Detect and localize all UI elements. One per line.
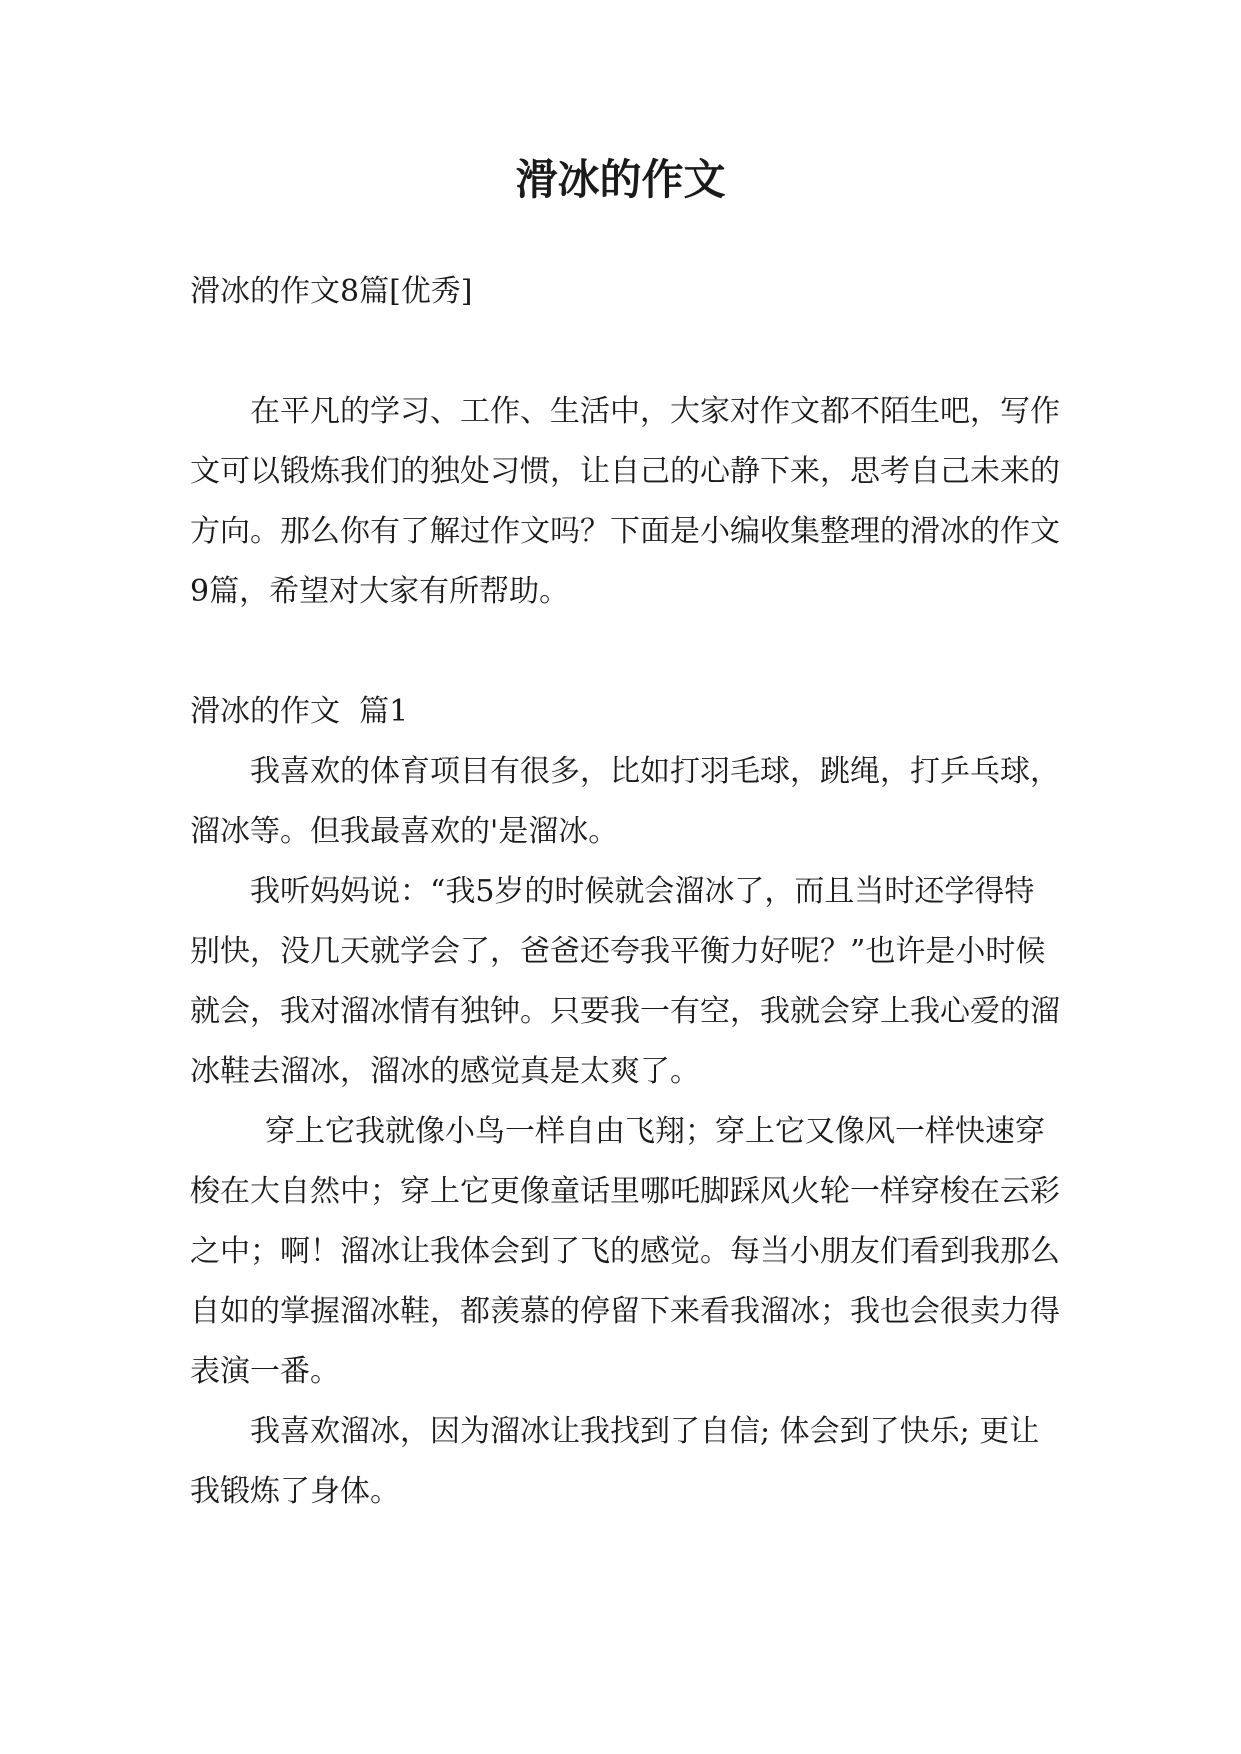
spacer [190,322,1060,382]
body-paragraph: 我喜欢溜冰，因为溜冰让我找到了自信; 体会到了快乐; 更让我锻炼了身体。 [190,1414,1040,1509]
spacer [190,622,1060,682]
document-subtitle: 滑冰的作文8篇[优秀] [190,274,473,309]
section-heading: 滑冰的作文 篇1 [190,694,409,729]
body-paragraph: 穿上它我就像小鸟一样自由飞翔；穿上它又像风一样快速穿梭在大自然中；穿上它更像童话里哪吒脚踩风火轮一样穿梭在云彩之中；啊！溜冰让我体会到了飞的感觉。每当小朋友们看到我那么自如的掌握溜冰鞋，都羡慕的停留下来看我溜冰；我也会很卖力得表演一番。 [190,1114,1060,1389]
body-paragraph: 我听妈妈说：“我5岁的时候就会溜冰了，而且当时还学得特别快，没几天就学会了，爸爸还夸我平衡力好呢？”也许是小时候就会，我对溜冰情有独钟。只要我一有空，我就会穿上我心爱的溜冰鞋去溜冰，溜冰的感觉真是太爽了。 [190,874,1060,1089]
body-paragraph: 我喜欢的体育项目有很多，比如打羽毛球，跳绳，打乒乓球，溜冰等。但我最喜欢的'是溜冰。 [190,754,1060,849]
intro-paragraph: 在平凡的学习、工作、生活中，大家对作文都不陌生吧，写作文可以锻炼我们的独处习惯，让自己的心静下来，思考自己未来的方向。那么你有了解过作文吗？下面是小编收集整理的滑冰的作文9篇，希望对大家有所帮助。 [190,394,1060,609]
document-body [190,262,1060,1522]
document-title: 滑冰的作文 [515,155,726,204]
